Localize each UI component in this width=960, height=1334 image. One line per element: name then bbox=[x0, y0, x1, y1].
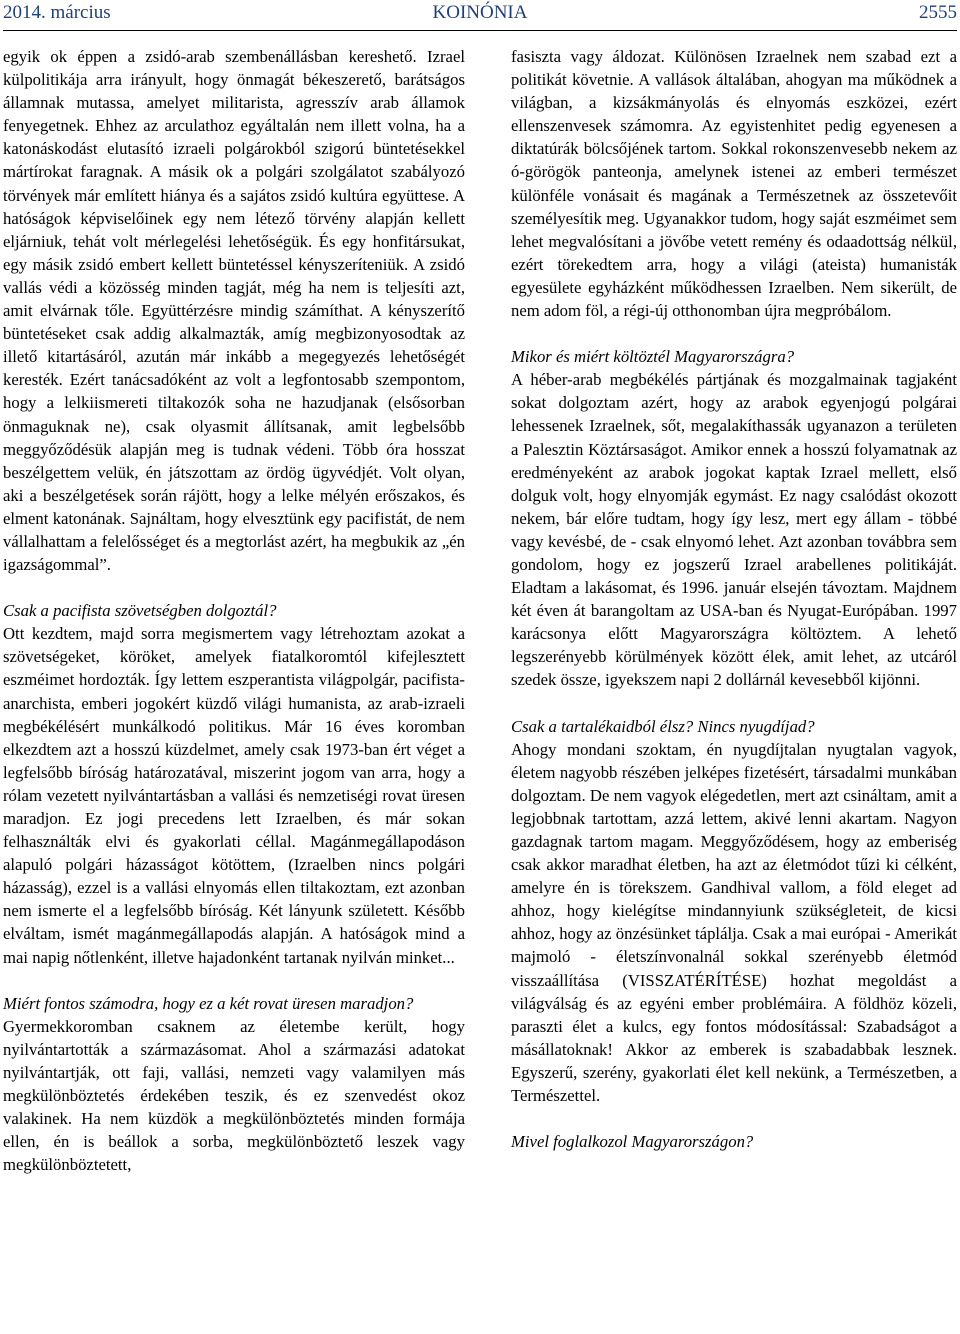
running-header bbox=[3, 0, 957, 31]
issue-date: 2014. március bbox=[3, 2, 111, 23]
page-number: 2555 bbox=[919, 2, 957, 23]
body-paragraph: Gyermekkoromban csaknem az életembe került, hogy nyilvántartották a származásomat. Ahol a származási adatokat nyilvántartják, ott faji, vallási, nemzeti vagy valamilyen más megkülönböztetés érdekében teszik, és ez szenvedést okoz valakinek. Ha nem küzdök a megkülönböztetés minden formája ellen, én is beállok a sorba, megkülönböztető leszek vagy megkülönböztetett, bbox=[3, 1016, 465, 1175]
left-column bbox=[3, 45, 465, 1176]
right-column bbox=[511, 45, 957, 1153]
interview-question: Mivel foglalkozol Magyarországon? bbox=[511, 1132, 754, 1152]
interview-question: Miért fontos számodra, hogy ez a két rovat üresen maradjon? bbox=[3, 993, 414, 1013]
body-paragraph: egyik ok éppen a zsidó-arab szembenállásban kereshető. Izrael külpolitikája arra irányult, hogy önmagát békeszerető, barátságos államnak mutassa, amelyet militarista, agresszív arab államok fenyegetnek. Ehhez az arculathoz egyáltalán nem illett volna, ha a katonáskodást elutasító izraeli polgárokból szigorú büntetésekkel mártírokat faragnak. A másik ok a polgári szolgálatot szabályozó törvények már említett hiánya és a sajátos zsidó kultúra együttese. A hatóságok képviselőinek egy nem létező törvény alapján kellett eljárniuk, tehát volt mérlegelési lehetőségük. És egy honfitársukat, egy másik zsidó embert kellett büntetéssel kényszeríteniük. A zsidó vallás védi a közösség minden tagját, még ha nem is teljesíti azt, amit elvárnak tőle. Együttérzésre mindig számíthat. A kényszerítő büntetéseket csak addig alkalmazták, amíg megbizonyosodtak az illető kitartásáról, azután már inkább a megegyezés lehetőségét keresték. Ezért tanácsadóként az volt a legfontosabb szempontom, hogy a lelkiismereti tiltakozók soha ne hazudjanak (elsősorban önmaguknak ne), csak olyasmit állítsanak, amit legbelsőbb meggyőződésük alapján meg is tudnak védeni. Több óra hosszat beszélgettem velük, én játszottam az ördög ügyvédjét. Volt olyan, aki a beszélgetések során rájött, hogy a lelke mélyén erőszakos, és elment katonának. Sajnáltam, hogy elvesztünk egy pacifistát, de nem vállalhattam a felelősséget és a megtorlást azért, ha megbukik az „én igazságommal”. bbox=[3, 47, 465, 575]
body-paragraph: fasiszta vagy áldozat. Különösen Izraelnek nem szabad ezt a politikát követnie. A vallások általában, ahogyan ma működnek a világban, a kizsákmányolás és elnyomás eszközei, ezért ellenszenvesek számomra. Az egyistenhitet pedig egyenesen a diktatúrák bölcsőjének tartom. Sokkal rokonszenvesebb nekem az ó-görögök panteonja, amelynek istenei az emberi természet különféle vonásait és magának a Természetnek az összetevőit személyesítik meg. Ugyanakkor tudom, hogy saját eszméimet sem lehet megvalósítani a jövőbe vetett remény és odaadottság nélkül, ezért törekedtem arra, hogy a világi (ateista) humanisták egyesülete egyházként működhessen Izraelben. Nem sikerült, de nem adom föl, a régi-új otthonomban újra megpróbálom. bbox=[511, 47, 957, 321]
interview-question: Mikor és miért költöztél Magyarországra? bbox=[511, 347, 795, 367]
body-paragraph: Ott kezdtem, majd sorra megismertem vagy létrehoztam azokat a szövetségeket, köröket, amelyek fiatalkoromtól kifejlesztett eszméimet hordozták. Így lettem eszperantista világpolgár, pacifista-anarchista, emberi jogokért küzdő világi humanista, az arab-izraeli megbékélésért munkálkodó politikus. Már 16 éves koromban elkezdtem azt a hosszú küzdelmet, amely csak 1973-ban ért véget a legfelsőbb bíróság határozatával, miszerint jogom van arra, hogy a rólam vezetett nyilvántartásban a vallási és nemzetiségi rovat üresen maradjon. Ez jogi precedens lett Izraelben, és már sokan felhasználták elvi és gyakorlati céllal. Magánmegállapodáson alapuló polgári házasságot kötöttem, (Izraelben nincs polgári házasság), ezzel is a vallási elnyomás ellen tiltakoztam, ezt azonban nem ismerte el a legfelsőbb bíróság. Két lányunk született. Később elváltam, ismét magánmegállapodás alapján. A hatóságok mind a mai napig nőtlenként, illetve hajadonként tartanak nyilván minket... bbox=[3, 624, 465, 967]
interview-question: Csak a pacifista szövetségben dolgoztál? bbox=[3, 601, 277, 621]
journal-title: KOINÓNIA bbox=[432, 2, 528, 23]
interview-question: Csak a tartalékaidból élsz? Nincs nyugdíjad? bbox=[511, 716, 815, 736]
body-paragraph: A héber-arab megbékélés pártjának és mozgalmainak tagjaként sokat dolgoztam azért, hogy az arabok egyenjogú polgárai lehessenek Izraelnek, sőt, megalakíthassák ugyanazon a területen a Palesztin Köztársaságot. Amikor ennek a hosszú folyamatnak az eredményeként az arabok jogokat kaptak Izrael mellett, első dolguk volt, hogy elnyomják egymást. Ez nagy csalódást okozott nekem, bár előre tudtam, hogy így lesz, mert egy állam - többé vagy kevésbé, de - csak elnyomó lehet. Azt azonban továbbra sem gondolom, hogy ez jogszerű Izrael arabellenes politikáját. Eladtam a lakásomat, és 1996. január elsején távoztam. Majdnem két éven át barangoltam az USA-ban és Nyugat-Európában. 1997 karácsonya előtt Magyarországra költöztem. A lehető legszerényebb körülmények között élek, amit lehet, az utcáról szedek össze, igyekszem napi 2 dollárnál kevesebből kijönni. bbox=[511, 370, 957, 690]
body-paragraph: Ahogy mondani szoktam, én nyugdíjtalan nyugtalan vagyok, életem nagyobb részében jelképes fizetésért, társadalmi munkában dolgoztam. De nem vagyok elégedetlen, mert azt csináltam, amit a legjobbnak tartottam, azzá lettem, akivé lenni akartam. Nagyon gazdagnak tartom magam. Meggyőződésem, hogy az emberiség csak akkor maradhat életben, ha azt az életmódot tűzi ki célként, amelyre én is törekszem. Gandhival vallom, a föld eleget ad ahhoz, hogy kielégítse mindannyiunk szükségleteit, de kicsi ahhoz, hogy az önzésünket táplálja. Csak a mai európai - Amerikát majmoló - életszínvonalnál sokkal szerényebb életmód visszaállítása (VISSZATÉRÍTÉSE) hozhat megoldást a világválság és az egyéni ember problémáira. A földhöz közeli, paraszti élet a kulcs, egy fontos módosítással: Szabadságot a másállatoknak! Akkor az emberek is szabadabbak lesznek. Egyszerű, szerény, gyakorlati élet kell nekünk, a Természetben, a Természettel. bbox=[511, 739, 957, 1106]
